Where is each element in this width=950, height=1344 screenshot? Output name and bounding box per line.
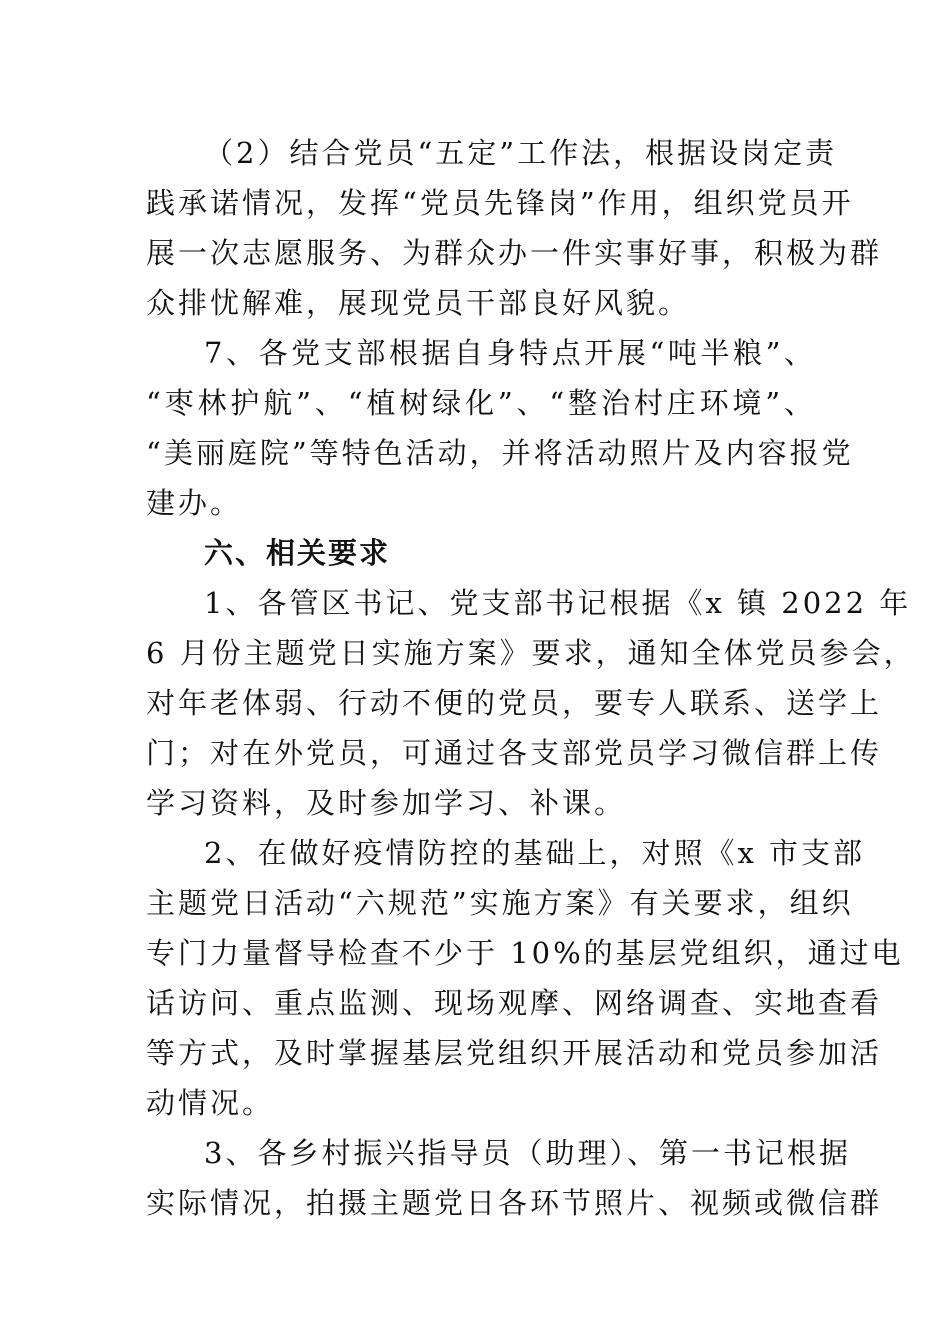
section-heading: 六、相关要求 xyxy=(204,536,391,570)
paragraph-line: 学习资料，及时参加学习、补课。 xyxy=(146,786,627,820)
paragraph-line: 实际情况，拍摄主题党日各环节照片、视频或微信群 xyxy=(146,1186,883,1220)
paragraph-line: 1、各管区书记、党支部书记根据《x 镇 2022 年 xyxy=(204,586,912,620)
paragraph-line: 建办。 xyxy=(146,486,243,520)
paragraph-line: 3、各乡村振兴指导员（助理）、第一书记根据 xyxy=(204,1136,851,1170)
paragraph-line: 话访问、重点监测、现场观摩、网络调查、实地查看 xyxy=(146,986,883,1020)
paragraph-line: （2）结合党员“五定”工作法，根据设岗定责 xyxy=(204,136,838,170)
paragraph-line: 众排忧解难，展现党员干部良好风貌。 xyxy=(146,286,691,320)
paragraph-line: “枣林护航”、“植树绿化”、“整治村庄环境”、 xyxy=(146,386,816,420)
paragraph-line: 2、在做好疫情防控的基础上，对照《x 市支部 xyxy=(204,836,866,870)
paragraph-line: 专门力量督导检查不少于 10%的基层党组织，通过电 xyxy=(146,936,904,970)
paragraph-line: 7、各党支部根据自身特点开展“吨半粮”、 xyxy=(204,336,816,370)
paragraph-line: 展一次志愿服务、为群众办一件实事好事，积极为群 xyxy=(146,236,883,270)
paragraph-line: 对年老体弱、行动不便的党员，要专人联系、送学上 xyxy=(146,686,883,720)
paragraph-line: 动情况。 xyxy=(146,1086,275,1120)
paragraph-line: 等方式，及时掌握基层党组织开展活动和党员参加活 xyxy=(146,1036,883,1070)
paragraph-line: 门；对在外党员，可通过各支部党员学习微信群上传 xyxy=(146,736,883,770)
paragraph-line: 践承诺情况，发挥“党员先锋岗”作用，组织党员开 xyxy=(146,186,854,220)
paragraph-line: “美丽庭院”等特色活动，并将活动照片及内容报党 xyxy=(146,436,854,470)
paragraph-line: 6 月份主题党日实施方案》要求，通知全体党员参会， xyxy=(146,636,916,670)
paragraph-line: 主题党日活动“六规范”实施方案》有关要求，组织 xyxy=(146,886,854,920)
